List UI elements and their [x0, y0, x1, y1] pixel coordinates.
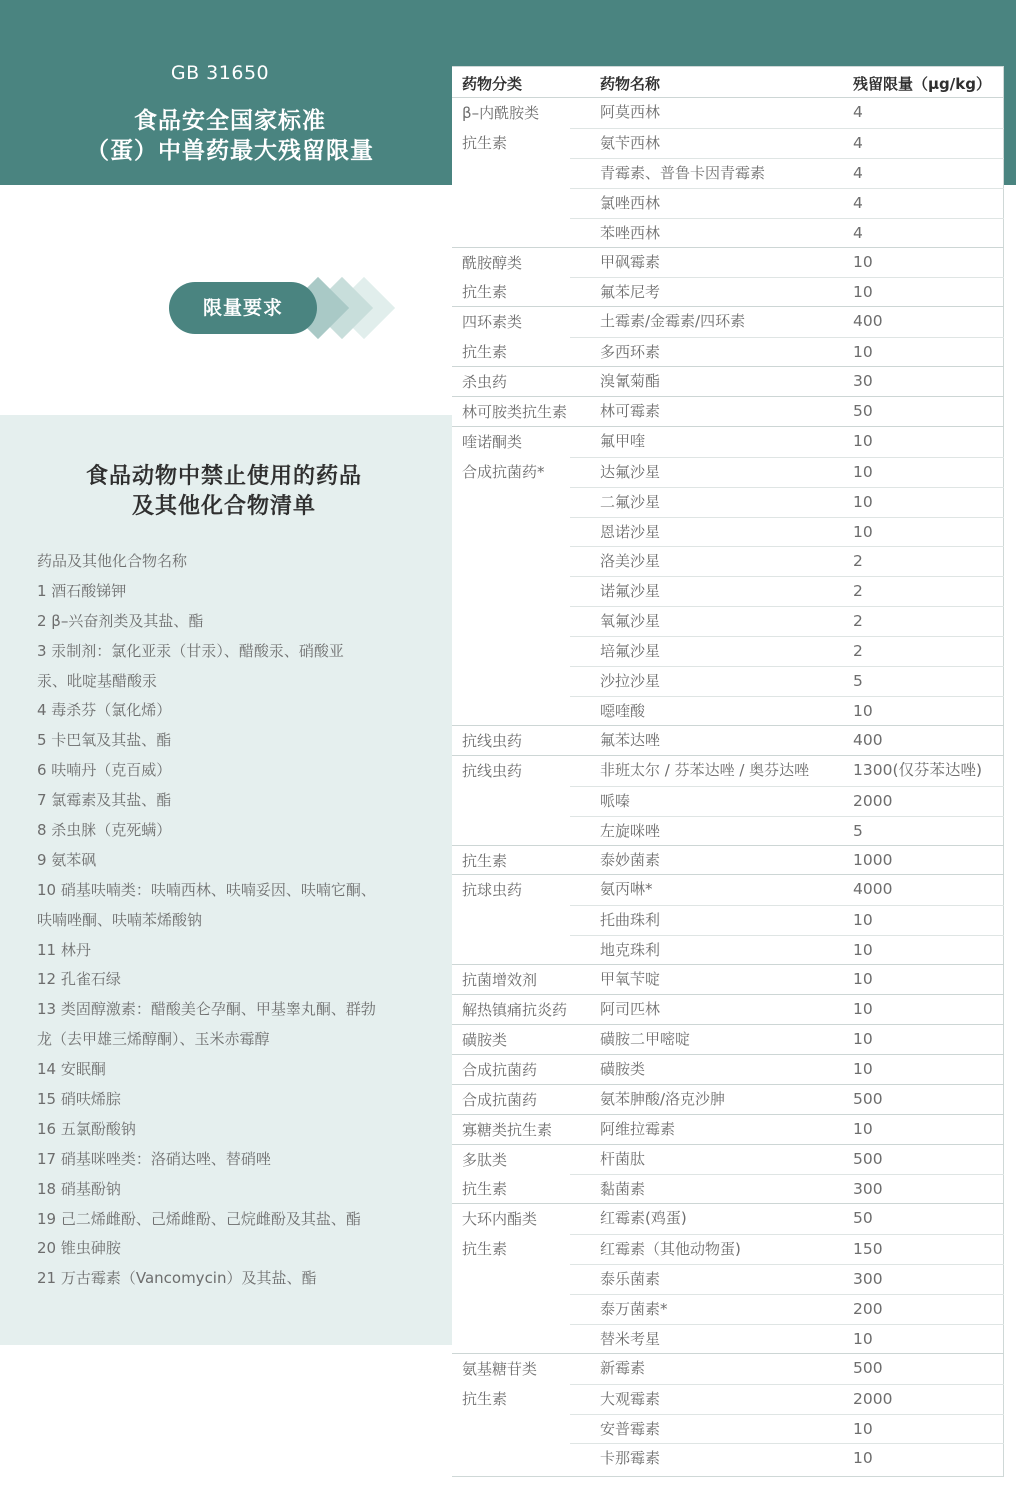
drug-name: 氟甲喹 — [600, 431, 646, 450]
drug-group — [452, 845, 1004, 876]
drug-name: 氨丙啉* — [600, 880, 653, 899]
table-row — [570, 1264, 1004, 1295]
residue-limit-value: 10 — [853, 1419, 873, 1438]
residue-limit-value: 10 — [853, 252, 873, 271]
drug-group — [452, 1353, 1004, 1474]
table-row — [570, 158, 1004, 189]
table-row — [570, 636, 1004, 667]
residue-limit-value: 4 — [853, 193, 863, 212]
table-row — [570, 337, 1004, 368]
table-row — [570, 1414, 1004, 1445]
drug-name: 阿司匹林 — [600, 1000, 661, 1018]
table-row — [570, 1204, 1004, 1234]
table-row — [570, 1174, 1004, 1205]
drug-name: 阿维拉霉素 — [600, 1119, 676, 1138]
drug-group — [452, 1054, 1004, 1085]
residue-limit-value: 50 — [853, 402, 873, 420]
banned-substances-panel — [0, 415, 452, 1345]
table-row — [570, 696, 1004, 727]
banned-list-item: 20 锥虫砷胺 — [37, 1239, 121, 1258]
banned-list-item: 9 氨苯砜 — [37, 850, 97, 869]
drug-name: 洛美沙星 — [600, 552, 661, 571]
table-row — [570, 816, 1004, 847]
page-title-line-2: （蛋）中兽药最大残留限量 — [86, 138, 374, 164]
residue-limit-value: 10 — [853, 1059, 873, 1078]
table-row — [570, 517, 1004, 548]
top-band — [0, 0, 1016, 70]
drug-name: 甲氧苄啶 — [600, 970, 661, 989]
banned-list-item: 17 硝基咪唑类：洛硝达唑、替硝唑 — [37, 1149, 271, 1168]
residue-limit-value: 400 — [853, 730, 883, 749]
drug-category-label: 杀虫药 — [462, 373, 508, 392]
residue-limit-value: 10 — [853, 970, 873, 989]
drug-name: 红霉素(鸡蛋) — [600, 1209, 687, 1228]
drug-group — [452, 1024, 1004, 1055]
drug-name: 泰乐菌素 — [600, 1270, 661, 1289]
drug-name: 红霉素（其他动物蛋) — [600, 1240, 741, 1259]
residue-limit-value: 10 — [853, 283, 873, 302]
drug-name: 沙拉沙星 — [600, 672, 661, 691]
table-row — [570, 546, 1004, 577]
drug-category-label: 抗线虫药 — [462, 731, 523, 750]
drug-name: 氨苯胂酸/洛克沙胂 — [600, 1089, 726, 1108]
table-row — [570, 98, 1004, 128]
drug-category-label: 酰胺醇类 — [462, 253, 523, 272]
header-banner — [0, 62, 452, 185]
banned-list-item: 13 类固醇激素：醋酸美仑孕酮、甲基睾丸酮、群勃 — [37, 1000, 376, 1019]
drug-category-label: 抗生素 — [462, 343, 508, 362]
table-row — [570, 965, 1004, 995]
residue-limit-value: 4 — [853, 163, 863, 182]
residue-limit-value: 300 — [853, 1270, 883, 1289]
residue-limit-value: 1000 — [853, 850, 893, 869]
residue-limit-value: 2 — [853, 642, 863, 661]
banned-list-item: 药品及其他化合物名称 — [37, 552, 188, 570]
banned-list-item: 21 万古霉素（Vancomycin）及其盐、酯 — [37, 1269, 317, 1288]
drug-name: 青霉素、普鲁卡因青霉素 — [600, 163, 766, 182]
residue-limit-value: 400 — [853, 312, 883, 331]
drug-name: 培氟沙星 — [600, 642, 661, 661]
drug-category-label: 喹诺酮类 — [462, 432, 523, 451]
table-row — [570, 995, 1004, 1025]
limit-requirement-badge: 限量要求 — [169, 282, 317, 334]
drug-name: 新霉素 — [600, 1358, 646, 1377]
table-row — [570, 726, 1004, 756]
drug-category-label: 抗生素 — [462, 851, 508, 870]
header-residue-limit: 残留限量（μg/kg） — [853, 75, 991, 93]
drug-category-label: 四环素类 — [462, 313, 523, 332]
residue-limit-value: 10 — [853, 522, 873, 541]
banned-list-item: 汞、吡啶基醋酸汞 — [37, 671, 158, 690]
table-row — [570, 666, 1004, 697]
banned-list-item: 11 林丹 — [37, 940, 91, 959]
residue-limit-value: 500 — [853, 1089, 883, 1108]
table-row — [570, 1234, 1004, 1265]
table-row — [570, 1145, 1004, 1175]
drug-group — [452, 366, 1004, 397]
residue-limit-value: 10 — [853, 1029, 873, 1048]
residue-limit-value: 150 — [853, 1240, 883, 1259]
drug-group — [452, 1144, 1004, 1205]
drug-name: 杆菌肽 — [600, 1149, 646, 1168]
table-row — [570, 875, 1004, 905]
banned-list-item: 12 孔雀石绿 — [37, 970, 121, 989]
drug-name: 哌嗪 — [600, 791, 631, 810]
right-accent-bar — [1004, 70, 1016, 185]
drug-name: 磺胺二甲嘧啶 — [600, 1029, 691, 1048]
page-title-line-1: 食品安全国家标准 — [134, 108, 326, 134]
residue-limit-value: 1300(仅芬苯达唑) — [853, 760, 983, 779]
drug-name: 氯唑西林 — [600, 193, 661, 212]
drug-group — [452, 874, 1004, 965]
residue-limit-value: 10 — [853, 1329, 873, 1348]
banned-list-item: 6 呋喃丹（克百威） — [37, 761, 172, 780]
table-row — [570, 905, 1004, 936]
residue-limit-value: 500 — [853, 1358, 883, 1377]
residue-limit-value: 5 — [853, 821, 863, 840]
table-row — [570, 1025, 1004, 1055]
banned-list-item: 2 β–兴奋剂类及其盐、酯 — [37, 611, 204, 630]
drug-category-label: 寡糖类抗生素 — [462, 1120, 553, 1139]
residue-limit-value: 4000 — [853, 880, 893, 899]
drug-group — [452, 97, 1004, 248]
table-row — [570, 487, 1004, 518]
residue-limit-value: 10 — [853, 492, 873, 511]
drug-group — [452, 306, 1004, 367]
table-row — [570, 576, 1004, 607]
drug-name: 黏菌素 — [600, 1180, 646, 1199]
residue-limit-value: 5 — [853, 672, 863, 691]
residue-limit-value: 10 — [853, 1000, 873, 1018]
drug-group — [452, 426, 1004, 726]
table-row — [570, 457, 1004, 488]
banned-list-item: 5 卡巴氧及其盐、酯 — [37, 731, 172, 750]
banned-list-item: 15 硝呋烯腙 — [37, 1090, 121, 1109]
banned-list-item: 1 酒石酸锑钾 — [37, 581, 127, 600]
drug-category-label: 磺胺类 — [462, 1030, 508, 1049]
residue-limit-value: 10 — [853, 1449, 873, 1468]
banned-list-item: 呋喃唑酮、呋喃苯烯酸钠 — [37, 910, 203, 929]
table-row — [570, 1324, 1004, 1355]
table-row — [570, 935, 1004, 966]
table-row — [570, 218, 1004, 249]
residue-limit-value: 10 — [853, 431, 873, 450]
drug-name: 左旋咪唑 — [600, 821, 661, 840]
table-row — [570, 786, 1004, 817]
drug-category-label: 抗生素 — [462, 1389, 508, 1408]
table-row — [570, 427, 1004, 457]
drug-name: 氟苯尼考 — [600, 283, 661, 302]
table-row — [570, 128, 1004, 159]
residue-limit-value: 200 — [853, 1299, 883, 1318]
table-row — [570, 367, 1004, 397]
banned-list-item: 8 杀虫脒（克死螨） — [37, 821, 172, 840]
table-row — [570, 1294, 1004, 1325]
drug-name: 地克珠利 — [600, 941, 661, 960]
drug-group — [452, 725, 1004, 756]
drug-category-label: β–内酰胺类 — [462, 104, 540, 122]
table-row — [570, 1354, 1004, 1384]
drug-group — [452, 247, 1004, 308]
drug-name: 二氟沙星 — [600, 492, 661, 511]
banned-list-item: 3 汞制剂：氯化亚汞（甘汞）、醋酸汞、硝酸亚 — [37, 641, 344, 660]
residue-limit-value: 10 — [853, 911, 873, 930]
drug-name: 托曲珠利 — [600, 911, 661, 930]
drug-name: 甲砜霉素 — [600, 252, 661, 271]
residue-limit-value: 2000 — [853, 1389, 893, 1408]
drug-category-label: 抗菌增效剂 — [462, 971, 538, 990]
drug-name: 氧氟沙星 — [600, 612, 661, 631]
drug-group — [452, 755, 1004, 846]
table-row — [570, 846, 1004, 876]
drug-name: 替米考星 — [600, 1329, 661, 1348]
table-row — [570, 1115, 1004, 1145]
drug-category-label: 合成抗菌药* — [462, 462, 545, 481]
drug-name: 诺氟沙星 — [600, 582, 661, 601]
drug-group — [452, 396, 1004, 427]
banned-list-item: 16 五氯酚酸钠 — [37, 1119, 136, 1138]
drug-group — [452, 1114, 1004, 1145]
banned-list-item: 龙（去甲雄三烯醇酮）、玉米赤霉醇 — [37, 1030, 270, 1049]
residue-limit-value: 300 — [853, 1180, 883, 1199]
banned-list-item: 14 安眠酮 — [37, 1060, 106, 1079]
drug-category-label: 合成抗菌药 — [462, 1090, 538, 1109]
residue-limit-value: 4 — [853, 133, 863, 152]
residue-limit-value: 2 — [853, 552, 863, 571]
banned-list-item: 18 硝基酚钠 — [37, 1179, 121, 1198]
table-row — [570, 1384, 1004, 1415]
table-row — [570, 1085, 1004, 1115]
residue-limit-value: 500 — [853, 1149, 883, 1168]
drug-category-label: 抗球虫药 — [462, 881, 523, 900]
banned-list-title-line-2: 及其他化合物清单 — [131, 494, 316, 519]
drug-name: 氨苄西林 — [600, 133, 661, 152]
drug-name: 噁喹酸 — [600, 701, 646, 720]
header-drug-name: 药物名称 — [600, 75, 661, 93]
residue-limit-value: 2 — [853, 582, 863, 601]
table-row — [570, 397, 1004, 427]
drug-group — [452, 964, 1004, 995]
table-row — [570, 1055, 1004, 1085]
drug-name: 多西环素 — [600, 343, 661, 362]
drug-name: 安普霉素 — [600, 1419, 661, 1438]
banned-substances-list — [37, 547, 437, 1294]
drug-group — [452, 1084, 1004, 1115]
banned-list-item: 19 己二烯雌酚、己烯雌酚、己烷雌酚及其盐、酯 — [37, 1209, 361, 1228]
table-row — [570, 307, 1004, 337]
residue-limit-table — [452, 66, 1004, 1477]
drug-name: 泰万菌素* — [600, 1299, 668, 1318]
residue-limit-value: 30 — [853, 372, 873, 391]
drug-category-label: 合成抗菌药 — [462, 1060, 538, 1079]
drug-category-label: 大环内酯类 — [462, 1210, 538, 1229]
drug-name: 非班太尔 / 芬苯达唑 / 奥芬达唑 — [600, 760, 810, 779]
residue-limit-value: 10 — [853, 462, 873, 481]
drug-category-label: 抗线虫药 — [462, 761, 523, 780]
drug-category-label: 抗生素 — [462, 1180, 508, 1199]
banned-list-item: 7 氯霉素及其盐、酯 — [37, 791, 172, 810]
drug-name: 磺胺类 — [600, 1059, 646, 1078]
banned-list-item: 10 硝基呋喃类：呋喃西林、呋喃妥因、呋喃它酮、 — [37, 880, 376, 899]
drug-name: 泰妙菌素 — [600, 850, 661, 869]
drug-name: 苯唑西林 — [600, 223, 661, 242]
residue-limit-value: 10 — [853, 941, 873, 960]
table-row — [570, 248, 1004, 278]
residue-limit-value: 4 — [853, 223, 863, 242]
table-row — [570, 188, 1004, 219]
drug-category-label: 抗生素 — [462, 283, 508, 302]
table-row — [570, 756, 1004, 786]
drug-category-label: 氨基糖苷类 — [462, 1359, 538, 1378]
residue-limit-value: 2 — [853, 612, 863, 631]
residue-limit-value: 10 — [853, 1119, 873, 1138]
drug-group — [452, 994, 1004, 1025]
drug-name: 卡那霉素 — [600, 1449, 661, 1468]
drug-name: 阿莫西林 — [600, 103, 661, 121]
drug-category-label: 多肽类 — [462, 1150, 508, 1169]
residue-limit-value: 50 — [853, 1209, 873, 1228]
header-category: 药物分类 — [462, 75, 523, 93]
banned-list-item: 4 毒杀芬（氯化烯） — [37, 701, 172, 720]
table-row — [570, 606, 1004, 637]
residue-limit-value: 10 — [853, 343, 873, 362]
table-row — [570, 277, 1004, 308]
residue-limit-value: 10 — [853, 701, 873, 720]
drug-name: 土霉素/金霉素/四环素 — [600, 312, 746, 331]
drug-name: 恩诺沙星 — [600, 522, 661, 541]
residue-limit-value: 2000 — [853, 791, 893, 810]
banned-list-title-line-1: 食品动物中禁止使用的药品 — [85, 464, 362, 489]
drug-name: 林可霉素 — [600, 402, 661, 420]
drug-category-label: 林可胺类抗生素 — [462, 403, 568, 421]
drug-name: 大观霉素 — [600, 1389, 661, 1408]
drug-category-label: 抗生素 — [462, 133, 508, 152]
drug-name: 氟苯达唑 — [600, 730, 661, 749]
standard-code: GB 31650 — [170, 62, 270, 84]
drug-group — [452, 1203, 1004, 1354]
drug-category-label: 抗生素 — [462, 1240, 508, 1259]
drug-category-label: 解热镇痛抗炎药 — [462, 1001, 568, 1019]
drug-name: 达氟沙星 — [600, 462, 661, 481]
table-row — [570, 1443, 1004, 1474]
drug-name: 溴氰菊酯 — [600, 372, 661, 391]
residue-limit-value: 4 — [853, 103, 863, 121]
